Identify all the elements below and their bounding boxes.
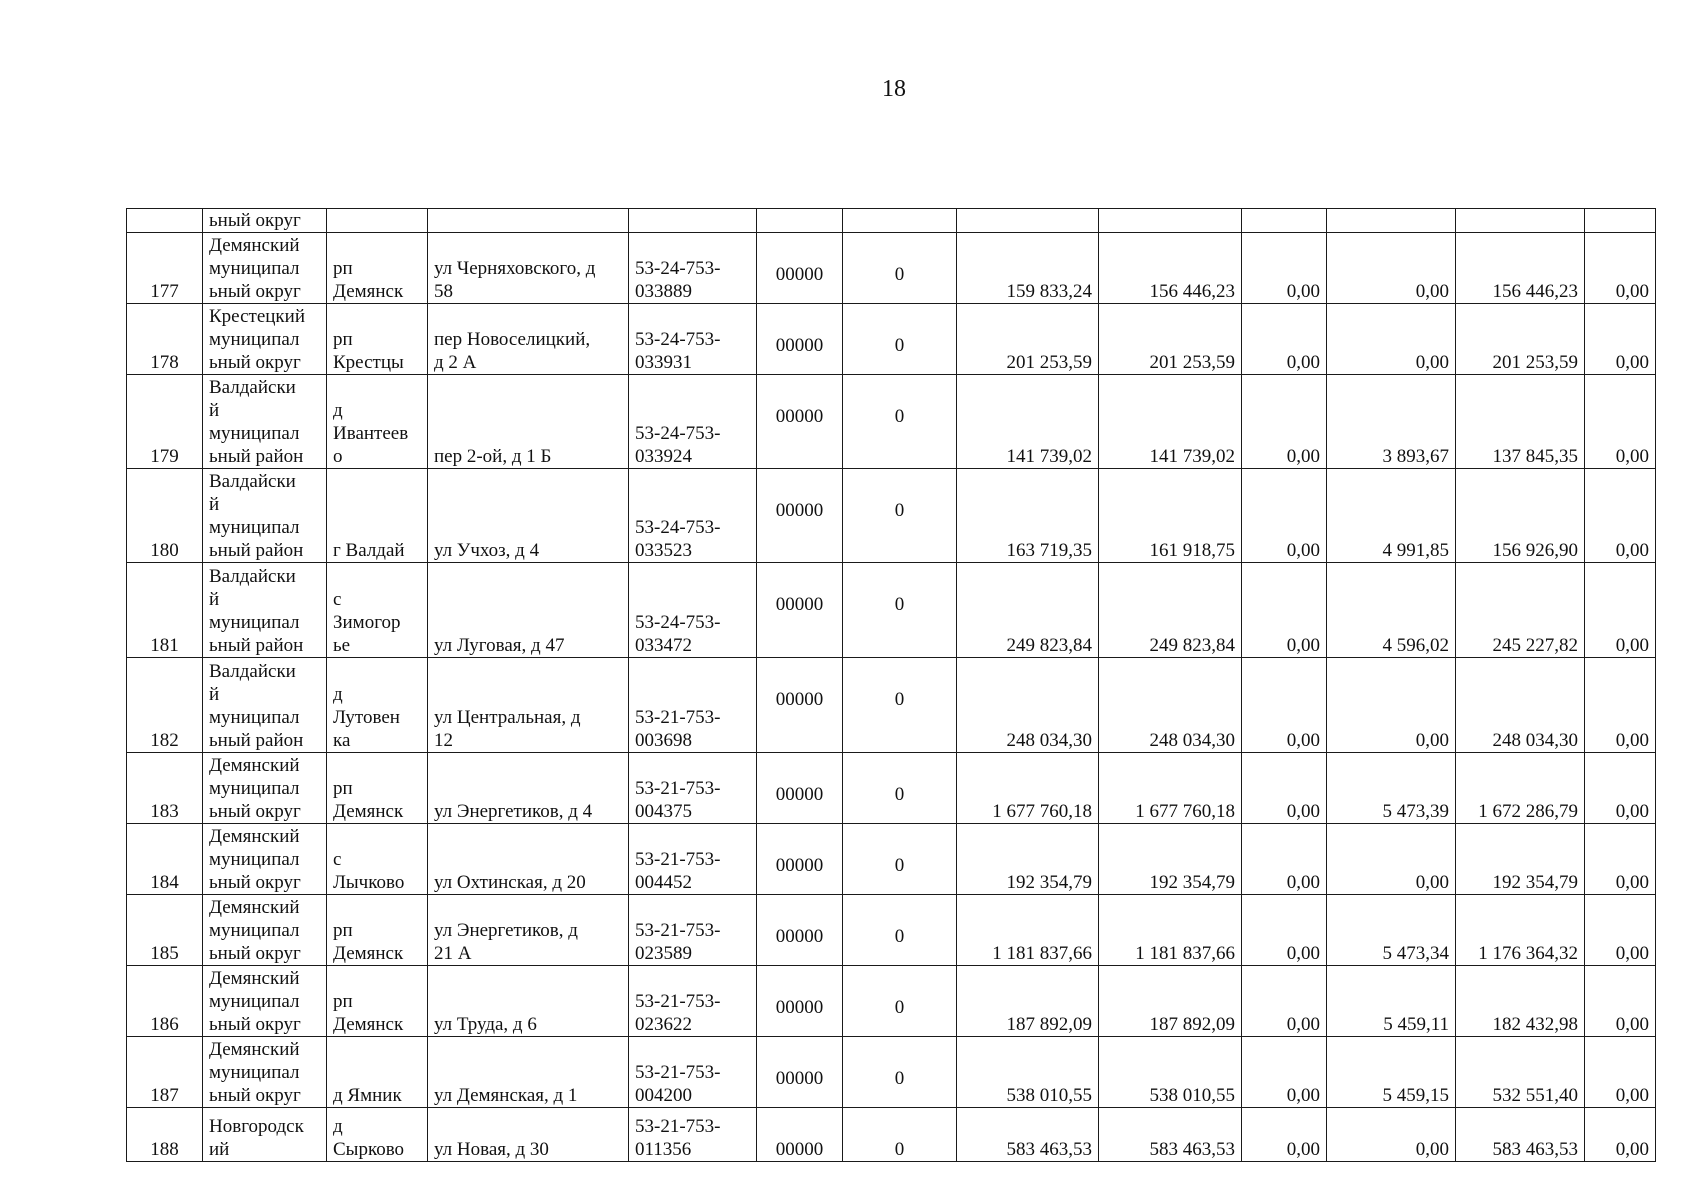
cell-col7: 0 <box>843 753 957 824</box>
cell-address: пер 2-ой, д 1 Б <box>428 375 629 469</box>
cell-col6: 00000 <box>757 563 843 658</box>
table-row <box>127 1108 1656 1162</box>
cell-municipality: Демянский муниципал ьный округ <box>203 966 327 1037</box>
cell-address: ул Охтинская, д 20 <box>428 824 629 895</box>
cell-col7: 0 <box>843 233 957 304</box>
cell-col6: 00000 <box>757 1037 843 1108</box>
cell-municipality: Демянский муниципал ьный округ <box>203 1037 327 1108</box>
cell-value-5 <box>1456 209 1585 233</box>
cell-col6: 00000 <box>757 753 843 824</box>
cell-municipality: ьный округ <box>203 209 327 233</box>
page-number: 18 <box>882 76 906 102</box>
cell-value-6: 0,00 <box>1585 824 1656 895</box>
cell-settlement: г Валдай <box>327 469 428 563</box>
cell-code: 53-21-753- 023622 <box>629 966 757 1037</box>
cell-value-6: 0,00 <box>1585 563 1656 658</box>
table-row <box>127 469 1656 563</box>
cell-value-1: 583 463,53 <box>957 1108 1099 1162</box>
cell-address: ул Энергетиков, д 4 <box>428 753 629 824</box>
carry-over-row <box>127 209 1656 233</box>
cell-value-4: 0,00 <box>1327 824 1456 895</box>
cell-value-2: 187 892,09 <box>1099 966 1242 1037</box>
cell-municipality: Крестецкий муниципал ьный округ <box>203 304 327 375</box>
cell-col6: 00000 <box>757 1108 843 1162</box>
cell-value-5: 583 463,53 <box>1456 1108 1585 1162</box>
cell-col7: 0 <box>843 375 957 469</box>
table-row <box>127 375 1656 469</box>
cell-value-5: 1 176 364,32 <box>1456 895 1585 966</box>
table-row <box>127 563 1656 658</box>
cell-value-3: 0,00 <box>1242 233 1327 304</box>
cell-value-6: 0,00 <box>1585 375 1656 469</box>
cell-code: 53-21-753- 011356 <box>629 1108 757 1162</box>
table-row <box>127 233 1656 304</box>
cell-value-1: 159 833,24 <box>957 233 1099 304</box>
cell-value-2: 583 463,53 <box>1099 1108 1242 1162</box>
cell-value-6 <box>1585 209 1656 233</box>
cell-settlement: с Лычково <box>327 824 428 895</box>
cell-number: 180 <box>127 469 203 563</box>
cell-col7: 0 <box>843 469 957 563</box>
cell-code: 53-24-753- 033523 <box>629 469 757 563</box>
table-row <box>127 895 1656 966</box>
cell-col7 <box>843 209 957 233</box>
cell-code: 53-24-753- 033924 <box>629 375 757 469</box>
cell-value-5: 248 034,30 <box>1456 658 1585 753</box>
cell-value-4: 5 473,34 <box>1327 895 1456 966</box>
cell-settlement: д Лутовен ка <box>327 658 428 753</box>
cell-value-3: 0,00 <box>1242 658 1327 753</box>
cell-col6 <box>757 209 843 233</box>
cell-municipality: Новгородск ий <box>203 1108 327 1162</box>
cell-number: 188 <box>127 1108 203 1162</box>
cell-municipality: Валдайски й муниципал ьный район <box>203 563 327 658</box>
cell-settlement: рп Демянск <box>327 966 428 1037</box>
cell-col7: 0 <box>843 1108 957 1162</box>
cell-number: 177 <box>127 233 203 304</box>
cell-value-2: 249 823,84 <box>1099 563 1242 658</box>
cell-value-3: 0,00 <box>1242 304 1327 375</box>
cell-value-6: 0,00 <box>1585 753 1656 824</box>
cell-settlement: с Зимогор ье <box>327 563 428 658</box>
cell-value-1: 141 739,02 <box>957 375 1099 469</box>
cell-value-4: 5 459,15 <box>1327 1037 1456 1108</box>
cell-value-1 <box>957 209 1099 233</box>
cell-number: 186 <box>127 966 203 1037</box>
cell-value-4: 3 893,67 <box>1327 375 1456 469</box>
cell-value-2: 156 446,23 <box>1099 233 1242 304</box>
cell-col6: 00000 <box>757 966 843 1037</box>
cell-value-2 <box>1099 209 1242 233</box>
cell-value-1: 192 354,79 <box>957 824 1099 895</box>
cell-code: 53-21-753- 004375 <box>629 753 757 824</box>
cell-address: ул Демянская, д 1 <box>428 1037 629 1108</box>
cell-value-6: 0,00 <box>1585 233 1656 304</box>
cell-code: 53-24-753- 033472 <box>629 563 757 658</box>
table-row <box>127 824 1656 895</box>
cell-value-2: 192 354,79 <box>1099 824 1242 895</box>
cell-value-5: 1 672 286,79 <box>1456 753 1585 824</box>
cell-col6: 00000 <box>757 895 843 966</box>
cell-settlement: д Сырково <box>327 1108 428 1162</box>
cell-value-5: 182 432,98 <box>1456 966 1585 1037</box>
table-row <box>127 966 1656 1037</box>
cell-value-4: 4 991,85 <box>1327 469 1456 563</box>
cell-value-3: 0,00 <box>1242 375 1327 469</box>
cell-number: 178 <box>127 304 203 375</box>
cell-value-5: 201 253,59 <box>1456 304 1585 375</box>
cell-number: 183 <box>127 753 203 824</box>
cell-col7: 0 <box>843 1037 957 1108</box>
register-table <box>126 208 1656 1162</box>
cell-value-4: 5 459,11 <box>1327 966 1456 1037</box>
cell-col7: 0 <box>843 966 957 1037</box>
table-row <box>127 304 1656 375</box>
cell-value-4: 4 596,02 <box>1327 563 1456 658</box>
cell-address: ул Центральная, д 12 <box>428 658 629 753</box>
cell-value-1: 201 253,59 <box>957 304 1099 375</box>
cell-col6: 00000 <box>757 469 843 563</box>
cell-value-4: 5 473,39 <box>1327 753 1456 824</box>
cell-address <box>428 209 629 233</box>
cell-settlement: д Ямник <box>327 1037 428 1108</box>
cell-number: 179 <box>127 375 203 469</box>
cell-settlement: д Ивантеев о <box>327 375 428 469</box>
cell-value-6: 0,00 <box>1585 469 1656 563</box>
cell-value-3: 0,00 <box>1242 469 1327 563</box>
cell-number: 184 <box>127 824 203 895</box>
cell-col7: 0 <box>843 658 957 753</box>
cell-value-2: 201 253,59 <box>1099 304 1242 375</box>
table-body <box>127 209 1656 1162</box>
cell-col6: 00000 <box>757 304 843 375</box>
cell-value-2: 538 010,55 <box>1099 1037 1242 1108</box>
cell-municipality: Валдайски й муниципал ьный район <box>203 469 327 563</box>
cell-code: 53-21-753- 003698 <box>629 658 757 753</box>
cell-municipality: Демянский муниципал ьный округ <box>203 895 327 966</box>
table-row <box>127 1037 1656 1108</box>
cell-value-2: 141 739,02 <box>1099 375 1242 469</box>
cell-code <box>629 209 757 233</box>
cell-value-6: 0,00 <box>1585 658 1656 753</box>
cell-value-6: 0,00 <box>1585 895 1656 966</box>
cell-number <box>127 209 203 233</box>
cell-address: ул Учхоз, д 4 <box>428 469 629 563</box>
cell-col6: 00000 <box>757 375 843 469</box>
cell-value-4: 0,00 <box>1327 1108 1456 1162</box>
cell-municipality: Демянский муниципал ьный округ <box>203 753 327 824</box>
cell-municipality: Валдайски й муниципал ьный район <box>203 375 327 469</box>
cell-value-4: 0,00 <box>1327 233 1456 304</box>
cell-value-4 <box>1327 209 1456 233</box>
cell-value-3: 0,00 <box>1242 1037 1327 1108</box>
cell-number: 185 <box>127 895 203 966</box>
cell-number: 182 <box>127 658 203 753</box>
cell-value-3: 0,00 <box>1242 753 1327 824</box>
cell-municipality: Валдайски й муниципал ьный район <box>203 658 327 753</box>
cell-value-1: 187 892,09 <box>957 966 1099 1037</box>
cell-value-6: 0,00 <box>1585 304 1656 375</box>
cell-number: 187 <box>127 1037 203 1108</box>
table-row <box>127 658 1656 753</box>
cell-code: 53-21-753- 004200 <box>629 1037 757 1108</box>
cell-value-3: 0,00 <box>1242 1108 1327 1162</box>
cell-value-5: 532 551,40 <box>1456 1037 1585 1108</box>
cell-value-5: 245 227,82 <box>1456 563 1585 658</box>
cell-value-5: 192 354,79 <box>1456 824 1585 895</box>
cell-value-6: 0,00 <box>1585 966 1656 1037</box>
cell-value-1: 538 010,55 <box>957 1037 1099 1108</box>
cell-value-6: 0,00 <box>1585 1108 1656 1162</box>
cell-code: 53-24-753- 033889 <box>629 233 757 304</box>
cell-value-6: 0,00 <box>1585 1037 1656 1108</box>
cell-value-1: 163 719,35 <box>957 469 1099 563</box>
cell-value-1: 249 823,84 <box>957 563 1099 658</box>
cell-code: 53-24-753- 033931 <box>629 304 757 375</box>
cell-number: 181 <box>127 563 203 658</box>
cell-col7: 0 <box>843 824 957 895</box>
cell-municipality: Демянский муниципал ьный округ <box>203 824 327 895</box>
cell-col7: 0 <box>843 563 957 658</box>
cell-value-2: 248 034,30 <box>1099 658 1242 753</box>
cell-value-4: 0,00 <box>1327 304 1456 375</box>
table-row <box>127 753 1656 824</box>
cell-settlement <box>327 209 428 233</box>
cell-address: ул Луговая, д 47 <box>428 563 629 658</box>
cell-col7: 0 <box>843 895 957 966</box>
cell-value-2: 1 677 760,18 <box>1099 753 1242 824</box>
cell-code: 53-21-753- 004452 <box>629 824 757 895</box>
cell-value-3: 0,00 <box>1242 824 1327 895</box>
cell-col6: 00000 <box>757 233 843 304</box>
cell-address: ул Новая, д 30 <box>428 1108 629 1162</box>
cell-value-5: 156 446,23 <box>1456 233 1585 304</box>
cell-address: ул Труда, д 6 <box>428 966 629 1037</box>
cell-address: ул Энергетиков, д 21 А <box>428 895 629 966</box>
cell-col7: 0 <box>843 304 957 375</box>
cell-settlement: рп Демянск <box>327 233 428 304</box>
cell-value-2: 161 918,75 <box>1099 469 1242 563</box>
cell-value-2: 1 181 837,66 <box>1099 895 1242 966</box>
cell-settlement: рп Крестцы <box>327 304 428 375</box>
cell-value-5: 137 845,35 <box>1456 375 1585 469</box>
cell-code: 53-21-753- 023589 <box>629 895 757 966</box>
cell-municipality: Демянский муниципал ьный округ <box>203 233 327 304</box>
cell-address: пер Новоселицкий, д 2 А <box>428 304 629 375</box>
cell-col6: 00000 <box>757 658 843 753</box>
cell-value-3: 0,00 <box>1242 895 1327 966</box>
cell-settlement: рп Демянск <box>327 895 428 966</box>
cell-value-3 <box>1242 209 1327 233</box>
cell-value-1: 248 034,30 <box>957 658 1099 753</box>
cell-value-3: 0,00 <box>1242 563 1327 658</box>
cell-value-1: 1 181 837,66 <box>957 895 1099 966</box>
cell-value-4: 0,00 <box>1327 658 1456 753</box>
cell-settlement: рп Демянск <box>327 753 428 824</box>
cell-value-3: 0,00 <box>1242 966 1327 1037</box>
cell-value-1: 1 677 760,18 <box>957 753 1099 824</box>
cell-col6: 00000 <box>757 824 843 895</box>
cell-address: ул Черняховского, д 58 <box>428 233 629 304</box>
cell-value-5: 156 926,90 <box>1456 469 1585 563</box>
